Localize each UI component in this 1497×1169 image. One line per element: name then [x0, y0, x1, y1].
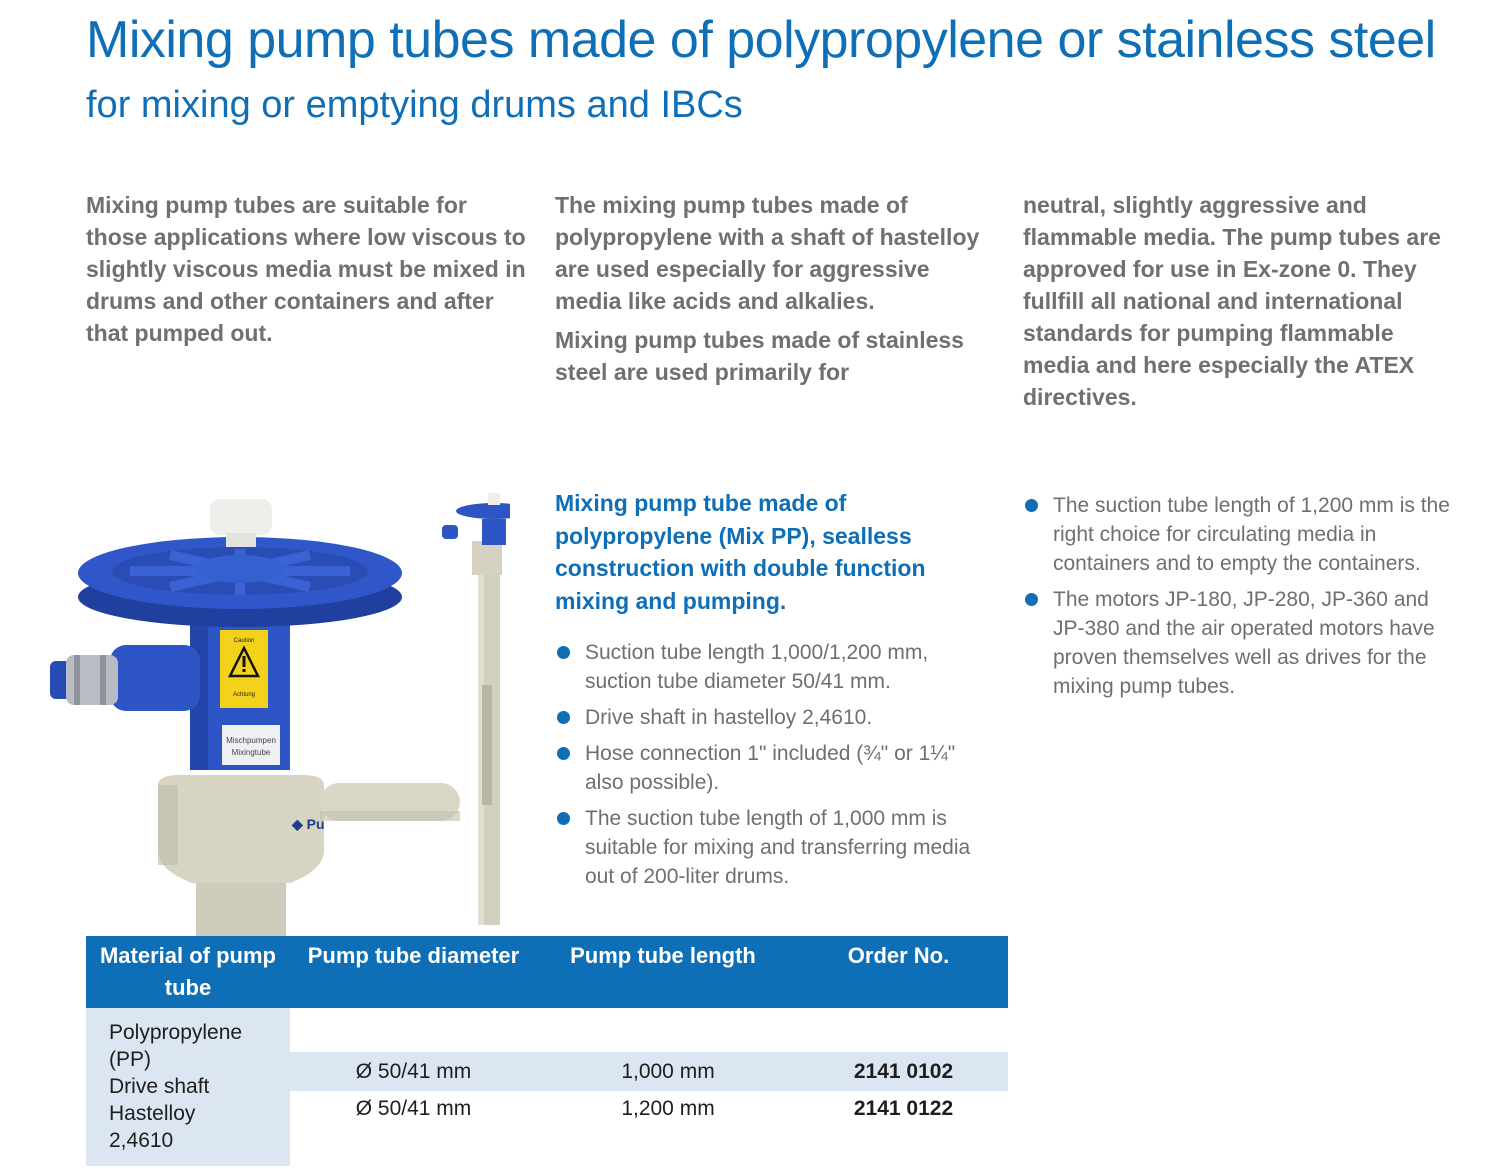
feature-item: The suction tube length of 1,200 mm is the right choice for circulating media in containers and to empty the containers.: [1023, 491, 1463, 578]
intro-column-2: [555, 189, 995, 395]
feature-item: Suction tube length 1,000/1,200 mm, suction tube diameter 50/41 mm.: [555, 638, 990, 696]
spacer-cell: [290, 1008, 1008, 1052]
length-cell: 1,000 mm: [537, 1052, 789, 1091]
svg-text:Achtung: Achtung: [232, 692, 256, 698]
suction-tube-body: [196, 880, 286, 937]
mixing-pump-tube-photo: [30, 485, 510, 937]
svg-text:Mixingtube: Mixingtube: [231, 748, 271, 757]
material-cell: [86, 1008, 290, 1166]
header-order-no: Order No.: [789, 936, 1008, 1008]
product-label: [222, 725, 280, 765]
feature-list-right: [1023, 491, 1463, 708]
length-cell: 1,200 mm: [621, 1097, 715, 1120]
table-header-row: [86, 936, 1008, 1008]
svg-text:Mischpumpen: Mischpumpen: [226, 736, 276, 745]
material-line: (PP): [109, 1048, 151, 1071]
table-row: [86, 1008, 1008, 1052]
product-heading: Mixing pump tube made of polypropylene (Mix PP), sealless construction with double function mixing and pumping.: [555, 490, 926, 614]
header-length: Pump tube length: [537, 936, 789, 1008]
header-diameter: Pump tube diameter: [290, 936, 537, 1008]
feature-item: The suction tube length of 1,000 mm is suitable for mixing and transferring media out of 200-liter drums.: [555, 804, 990, 891]
order-no-cell: 2141 0102: [789, 1052, 1008, 1091]
full-pump-tube-illustration: [442, 493, 510, 925]
material-line: Polypropylene: [109, 1021, 243, 1044]
page-subtitle: for mixing or emptying drums and IBCs: [86, 84, 743, 126]
order-table: [86, 936, 1008, 1166]
intro-column-1: [86, 189, 526, 356]
intro-paragraph: The mixing pump tubes made of polypropylene with a shaft of hastelloy are used especially for aggressive media like acids and alkalies.: [555, 192, 980, 314]
intro-paragraph: Mixing pump tubes are suitable for those applications where low viscous to slightly viscous media must be mixed in drums and other containers and after that pumped out.: [86, 192, 526, 346]
arrow-icon: ◆: [292, 816, 307, 832]
feature-item: Hose connection 1" included (¾" or 1¼" also possible).: [555, 739, 990, 797]
intro-column-3: [1023, 189, 1453, 420]
intro-paragraph: neutral, slightly aggressive and flammable media. The pump tubes are approved for use in Ex-zone 0. They fullfill all national and international standards for pumping flammable media and here especially the ATEX directives.: [1023, 192, 1441, 410]
intro-paragraph: Mixing pump tubes made of stainless steel are used primarily for: [555, 327, 964, 385]
feature-item: The motors JP-180, JP-280, JP-360 and JP-380 and the air operated motors have proven themselves well as drives for the mixing pump tubes.: [1023, 585, 1463, 701]
page-title: Mixing pump tubes made of polypropylene or stainless steel: [86, 11, 1436, 69]
diameter-cell: Ø 50/41 mm: [355, 1097, 472, 1120]
material-line: 2,4610: [109, 1129, 174, 1152]
hose-clamp: [66, 655, 118, 705]
material-line: Drive shaft: [109, 1075, 210, 1098]
order-no-cell: 2141 0122: [853, 1097, 954, 1120]
side-label: ◆ Pu: [292, 816, 325, 832]
svg-text:Caution: Caution: [233, 638, 255, 644]
feature-item: Drive shaft in hastelloy 2,4610.: [555, 703, 990, 732]
header-material: Material of pump tube: [86, 936, 290, 1008]
feature-list: [555, 638, 990, 898]
diameter-cell: Ø 50/41 mm: [290, 1052, 537, 1091]
top-knob: [210, 499, 272, 535]
hose-connection: [110, 645, 200, 711]
material-line: Hastelloy: [109, 1102, 196, 1125]
